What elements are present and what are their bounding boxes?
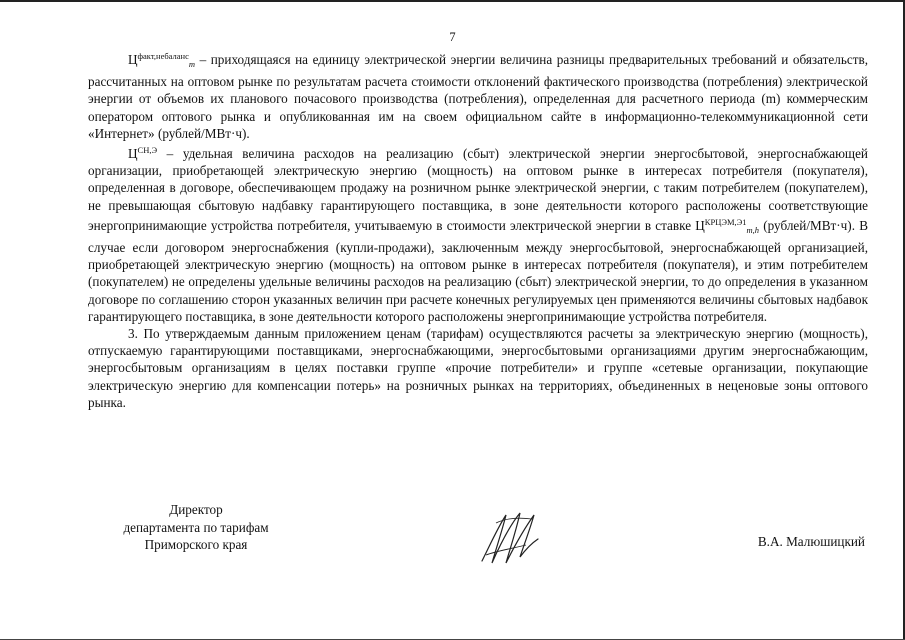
formula-symbol-inline bbox=[695, 218, 759, 233]
paragraph-sn-e bbox=[88, 142, 868, 325]
symbol-letter: Ц bbox=[128, 52, 138, 67]
scan-border-top bbox=[0, 0, 905, 2]
signatory-title: Директор bbox=[169, 502, 223, 517]
handwritten-signature bbox=[476, 505, 546, 569]
signatory-department: департамента по тарифам bbox=[123, 519, 269, 535]
paragraph-fact-nebalans bbox=[88, 48, 868, 142]
body-text bbox=[88, 48, 868, 411]
symbol-subscript: m bbox=[188, 59, 195, 69]
symbol-superscript: факт,небаланс bbox=[137, 51, 189, 61]
paragraph-text-part-a: – удельная величина расходов на реализацию (сбыт) электрической энергии энергосбытовой, энергоснабжающей организации, приобретающей электрическую энергию (мощность) на оптовом рынке в интересах потребителя (покупателя), определенная в договоре, обеспечивающем продажу на розничном рынке электрической энергии, с таким потребителем (покупателем), не превышающая сбытовую надбавку гарантирующего поставщика, в зоне деятельности которого расположены соответствующие энергопринимающие устройства потребителя, учитываемую в стоимости электрической энергии в ставке bbox=[88, 146, 868, 233]
paragraph-item-3: 3. По утверждаемым данным приложением ценам (тарифам) осуществляются расчеты за электрическую энергию (мощность), отпускаемую гарантирующими поставщиками, энергоснабжающими, энергосбытовыми организациями другим энергоснабжающим, энергосбытовым организациям в целях поставки группе «прочие потребители» и группе «сетевые организации, покупающие электрическую энергию для компенсации потерь» на розничных рынках на территориях, объединенных в неценовые зоны оптового рынка. bbox=[88, 326, 868, 410]
symbol-letter: Ц bbox=[128, 146, 138, 162]
formula-symbol bbox=[128, 52, 195, 67]
signatory-position bbox=[96, 501, 296, 554]
symbol-superscript: СН,Э bbox=[137, 145, 158, 156]
symbol-superscript: КРЦЭМ,Э1 bbox=[704, 216, 747, 227]
paragraph-text-part-b: (рублей/МВт·ч). В случае если договором энергоснабжения (купли-продажи), заключенным между энергосбытовой, энергоснабжающей организацией, приобретающей электрическую энергию (мощность) на оптовом рынке в интересах потребителя (покупателя), и этим потребителем (покупателем) не определены удельные величины расходов на реализацию (сбыт) электрической энергии, то до определения в указанном договоре по соглашению сторон указанных величин при расчете конечных регулируемых цен применяются величины сбытовых надбавок гарантирующего поставщика, в зоне деятельности которого расположены энергопринимающие устройства потребителя. bbox=[88, 217, 868, 324]
page-number: 7 bbox=[449, 30, 456, 44]
symbol-subscript: m,h bbox=[746, 224, 760, 235]
symbol-letter: Ц bbox=[695, 217, 705, 233]
formula-symbol bbox=[128, 146, 157, 161]
paragraph-text: – приходящаяся на единицу электрической энергии величина разницы предварительных требований и обязательств, рассчитанных на оптовом рынке по результатам расчета стоимости отклонений фактического производства (потребления) электрической энергии от объемов их планового почасового производства (потребления), определенная для расчетного периода (m) коммерческим оператором оптового рынка и опубликованная им на своем официальном сайте в информационно-телекоммуникационной сети «Интернет» (рублей/МВт·ч). bbox=[88, 52, 868, 141]
signatory-region: Приморского края bbox=[144, 537, 248, 552]
signatory-name: В.А. Малюшицкий bbox=[757, 534, 865, 549]
